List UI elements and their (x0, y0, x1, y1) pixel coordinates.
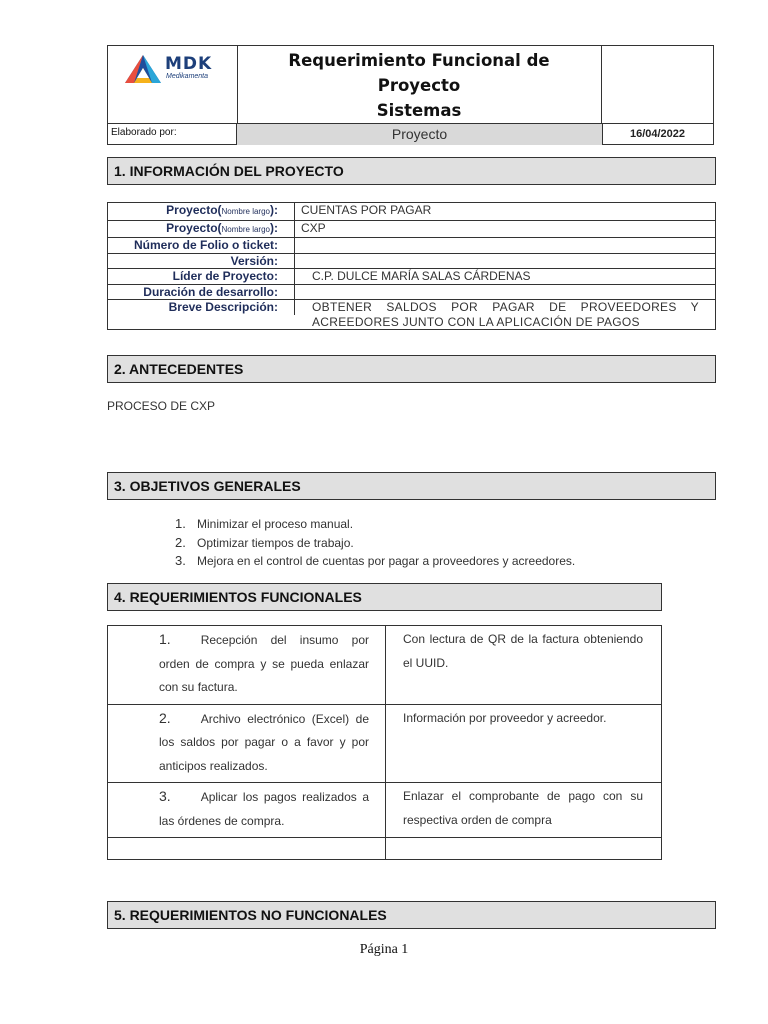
logo-text: MDK (165, 54, 213, 74)
requirements-table (107, 625, 662, 860)
document-title (237, 46, 602, 123)
list-item: 2. Optimizar tiempos de trabajo. (175, 534, 354, 550)
info-label: Proyecto(Nombre largo): (108, 221, 295, 238)
info-value-folio (295, 238, 715, 253)
table-row (108, 783, 661, 838)
requirement-detail-cell: Con lectura de QR de la factura obteniendo el UUID. (403, 632, 643, 670)
table-row (108, 626, 661, 705)
section-1-heading: 1. INFORMACIÓN DEL PROYECTO (107, 157, 716, 185)
proyecto-cell: Proyecto (237, 124, 603, 145)
table-row (108, 269, 715, 285)
header-row-2 (108, 123, 713, 145)
logo-subtext: Medikamenta (166, 73, 209, 80)
info-value-proyecto-corto: CXP (301, 220, 326, 235)
info-label: Versión: (108, 254, 295, 269)
info-value-descripcion: OBTENER SALDOS POR PAGAR DE PROVEEDORES Y ACREEDORES JUNTO CON LA APLICACIÓN DE PAGOS (312, 300, 699, 329)
section-5-heading: 5. REQUERIMIENTOS NO FUNCIONALES (107, 901, 716, 929)
info-value-duracion (295, 285, 715, 300)
info-label: Duración de desarrollo: (108, 285, 295, 300)
antecedentes-text: PROCESO DE CXP (107, 399, 216, 413)
section-4-heading: 4. REQUERIMIENTOS FUNCIONALES (107, 583, 662, 611)
list-item: 1. Minimizar el proceso manual. (175, 516, 354, 531)
title-line-1: Requerimiento Funcional de (288, 51, 550, 70)
requirement-detail-cell: Información por proveedor y acreedor. (403, 710, 607, 725)
mdk-logo-icon (124, 54, 162, 84)
page-number: Página 1 (359, 942, 409, 957)
requirement-cell-empty (108, 838, 386, 859)
table-row (108, 238, 715, 254)
logo-cell (108, 46, 238, 123)
info-value-lider: C.P. DULCE MARÍA SALAS CÁRDENAS (312, 269, 531, 283)
requirement-cell: 3. Aplicar los pagos realizados a las órdenes de compra. (108, 783, 386, 837)
section-2-heading: 2. ANTECEDENTES (107, 355, 716, 383)
elaborado-label: Elaborado por: (108, 124, 237, 145)
info-label: Número de Folio o ticket: (108, 238, 295, 253)
title-line-2: Proyecto (377, 76, 461, 95)
requirement-cell: 1. Recepción del insumo por orden de compra y se pueda enlazar con su factura. (108, 626, 386, 704)
requirement-detail-cell-empty (386, 838, 661, 859)
info-label: Breve Descripción: (108, 300, 295, 315)
table-row (108, 285, 715, 301)
table-row (108, 203, 715, 221)
title-line-3: Sistemas (376, 101, 462, 120)
blank-cell (602, 46, 713, 123)
table-row (108, 705, 661, 784)
info-label: Proyecto(Nombre largo): (108, 203, 295, 220)
project-info-table (107, 202, 716, 330)
info-label: Líder de Proyecto: (108, 269, 295, 284)
table-row (108, 254, 715, 270)
table-row (108, 300, 715, 329)
info-value-version (295, 254, 715, 269)
table-row-empty (108, 838, 661, 859)
requirement-cell: 2. Archivo electrónico (Excel) de los saldos por pagar o a favor y por anticipos realizados. (108, 705, 386, 783)
requirement-detail-cell: Enlazar el comprobante de pago con su respectiva orden de compra (403, 789, 643, 827)
table-row (108, 221, 715, 239)
document-header (107, 45, 714, 145)
objetivos-list (175, 515, 575, 571)
info-value-proyecto: CUENTAS POR PAGAR (301, 203, 432, 217)
section-3-heading: 3. OBJETIVOS GENERALES (107, 472, 716, 500)
list-item: 3. Mejora en el control de cuentas por pagar a proveedores y acreedores. (175, 553, 576, 568)
document-date: 16/04/2022 (629, 128, 686, 140)
